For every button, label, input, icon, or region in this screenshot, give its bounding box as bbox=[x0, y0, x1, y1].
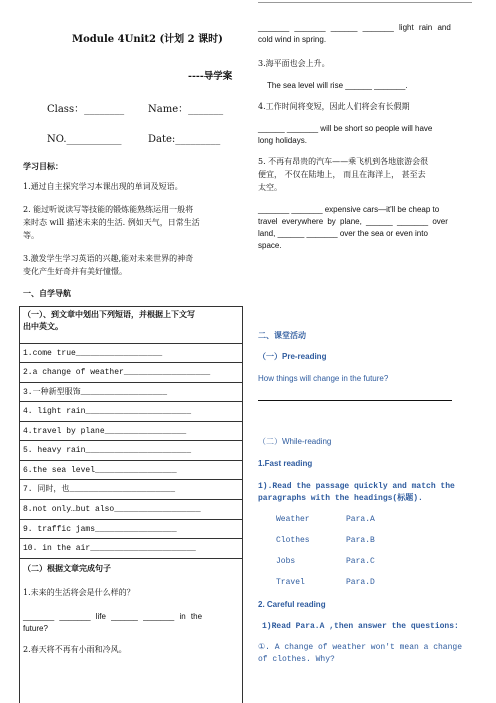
fast-reading-title: 1.Fast reading bbox=[258, 459, 313, 468]
question-1: 1.未来的生活将会是什么样的？ bbox=[23, 588, 135, 597]
question-3-blanks[interactable]: The sea level will rise ______ _______. bbox=[267, 81, 408, 90]
question-5-blanks-1[interactable]: _______ _______ expensive cars—it'll be cheap to bbox=[258, 205, 440, 214]
question-4-blanks[interactable]: ______ _______ will be short so people will have bbox=[258, 124, 433, 133]
phrase-row[interactable] bbox=[20, 539, 242, 559]
phrase-text: 9. traffic jams_________________ bbox=[23, 525, 177, 534]
question-4: 4.工作时间将变短，因此人们将会有长假期 bbox=[258, 102, 410, 111]
question-5-blanks-4: space. bbox=[258, 241, 282, 250]
phrase-row[interactable] bbox=[20, 500, 242, 520]
heading-item: Jobs bbox=[276, 557, 296, 566]
goal-1: 1.通过自主探究学习本课出现的单词及短语。 bbox=[23, 182, 183, 191]
phrase-row[interactable] bbox=[20, 520, 242, 539]
phrase-text: 7. 同时，也______________________ bbox=[23, 485, 176, 494]
question-5-line-3: 太空。 bbox=[258, 183, 282, 192]
part1-header-row bbox=[20, 307, 242, 344]
question-5-blanks-2[interactable]: travel everywhere by plane, ______ _______ over bbox=[258, 217, 448, 226]
no-field[interactable]: NO.___________ bbox=[47, 134, 122, 145]
while-reading-title: （二）While-reading bbox=[258, 437, 332, 446]
q2-blanks-line-2: cold wind in spring. bbox=[258, 35, 327, 44]
goal-3-line-2: 变化产生好奇并有美好憧憬。 bbox=[23, 267, 127, 276]
goal-3-line-1: 3.激发学生学习英语的兴趣,能对未来世界的神奇 bbox=[23, 254, 194, 263]
heading-item: Weather bbox=[276, 515, 310, 524]
phrase-text: 2.a change of weather__________________ bbox=[23, 368, 211, 377]
section-2-heading: 二、课堂活动 bbox=[258, 330, 306, 340]
phrase-text: 1.come true__________________ bbox=[23, 349, 163, 358]
doc-subtitle: ----导学案 bbox=[188, 71, 233, 82]
question-4-blanks-end: long holidays. bbox=[258, 136, 307, 145]
goal-2-line-1: 2. 能过听说读写等技能的锻炼能熟练运用一般将 bbox=[23, 205, 194, 214]
careful-question-line-1: ①. A change of weather won't mean a change bbox=[258, 643, 463, 652]
phrase-text: 4.travel by plane_________________ bbox=[23, 427, 187, 436]
phrase-row[interactable] bbox=[20, 344, 242, 363]
phrase-text: 3.一种新型服饰__________________ bbox=[23, 388, 168, 397]
heading-item: Clothes bbox=[276, 536, 310, 545]
phrase-text: 6.the sea level_________________ bbox=[23, 466, 177, 475]
section-1-heading: 一、自学导航 bbox=[23, 288, 71, 298]
phrase-text: 5. heavy rain______________________ bbox=[23, 446, 192, 455]
question-1-blanks[interactable]: _______ _______ life ______ _______ in the bbox=[23, 612, 203, 621]
phrase-row[interactable] bbox=[20, 461, 242, 480]
phrase-row[interactable] bbox=[20, 441, 242, 461]
phrase-row[interactable] bbox=[20, 480, 242, 500]
top-rule bbox=[258, 2, 472, 3]
question-2: 2.春天将不再有小雨和冷风。 bbox=[23, 645, 127, 654]
goal-2-line-2: 来时态 will 描述未来的生活. 例如天气，日常生活 bbox=[23, 218, 200, 227]
date-field[interactable]: Date:_________ bbox=[148, 134, 221, 145]
pre-reading-question: How things will change in the future? bbox=[258, 374, 389, 383]
para-item: Para.D bbox=[346, 578, 375, 587]
phrase-row[interactable] bbox=[20, 383, 242, 402]
question-1-blanks-end: future? bbox=[23, 624, 48, 633]
part2-title: （二）根据文章完成句子 bbox=[23, 563, 111, 573]
careful-task: 1)Read Para.A ,then answer the questions: bbox=[262, 622, 459, 631]
fast-task-line-2: paragraphs with the headings(标题). bbox=[258, 494, 423, 503]
phrase-text: 4. light rain______________________ bbox=[23, 407, 192, 416]
name-field[interactable]: Name：_______ bbox=[148, 104, 224, 115]
careful-question-line-2: of clothes. Why? bbox=[258, 655, 335, 664]
part1-title-a: （一）、到文章中划出下列短语，并根据上下文写 bbox=[23, 309, 195, 319]
para-item: Para.A bbox=[346, 515, 375, 524]
question-5-line-2: 便宜， 不仅在陆地上， 而且在海洋上， 甚至去 bbox=[258, 170, 426, 179]
phrase-row[interactable] bbox=[20, 363, 242, 383]
phrase-text: 8.not only…but also__________________ bbox=[23, 505, 201, 514]
para-item: Para.C bbox=[346, 557, 375, 566]
fast-task-line-1: 1).Read the passage quickly and match the bbox=[258, 482, 455, 491]
phrase-row[interactable] bbox=[20, 422, 242, 441]
part1-title-b: 出中英文。 bbox=[23, 321, 63, 331]
heading-item: Travel bbox=[276, 578, 305, 587]
class-field[interactable]: Class：________ bbox=[47, 104, 125, 115]
careful-reading-title: 2. Careful reading bbox=[258, 600, 326, 609]
answer-line[interactable] bbox=[258, 400, 452, 401]
para-item: Para.B bbox=[346, 536, 375, 545]
q2-blanks-line-1[interactable]: _______ _______ ______ _______ light rain and bbox=[258, 23, 451, 32]
self-study-table bbox=[19, 306, 243, 703]
question-5-line-1: 5. 不再有昂贵的汽车——乘飞机到各地旅游会很 bbox=[258, 157, 429, 166]
phrase-text: 10. in the air______________________ bbox=[23, 544, 196, 553]
doc-title: Module 4Unit2 (计划 2 课时) bbox=[72, 34, 223, 45]
question-5-blanks-3[interactable]: land, ______ _______ over the sea or even into bbox=[258, 229, 428, 238]
goals-heading: 学习目标： bbox=[23, 161, 63, 171]
phrase-row[interactable] bbox=[20, 402, 242, 422]
goal-2-line-3: 等。 bbox=[23, 231, 39, 240]
pre-reading-title: （一）Pre-reading bbox=[258, 352, 327, 361]
question-3: 3.海平面也会上升。 bbox=[258, 59, 330, 68]
